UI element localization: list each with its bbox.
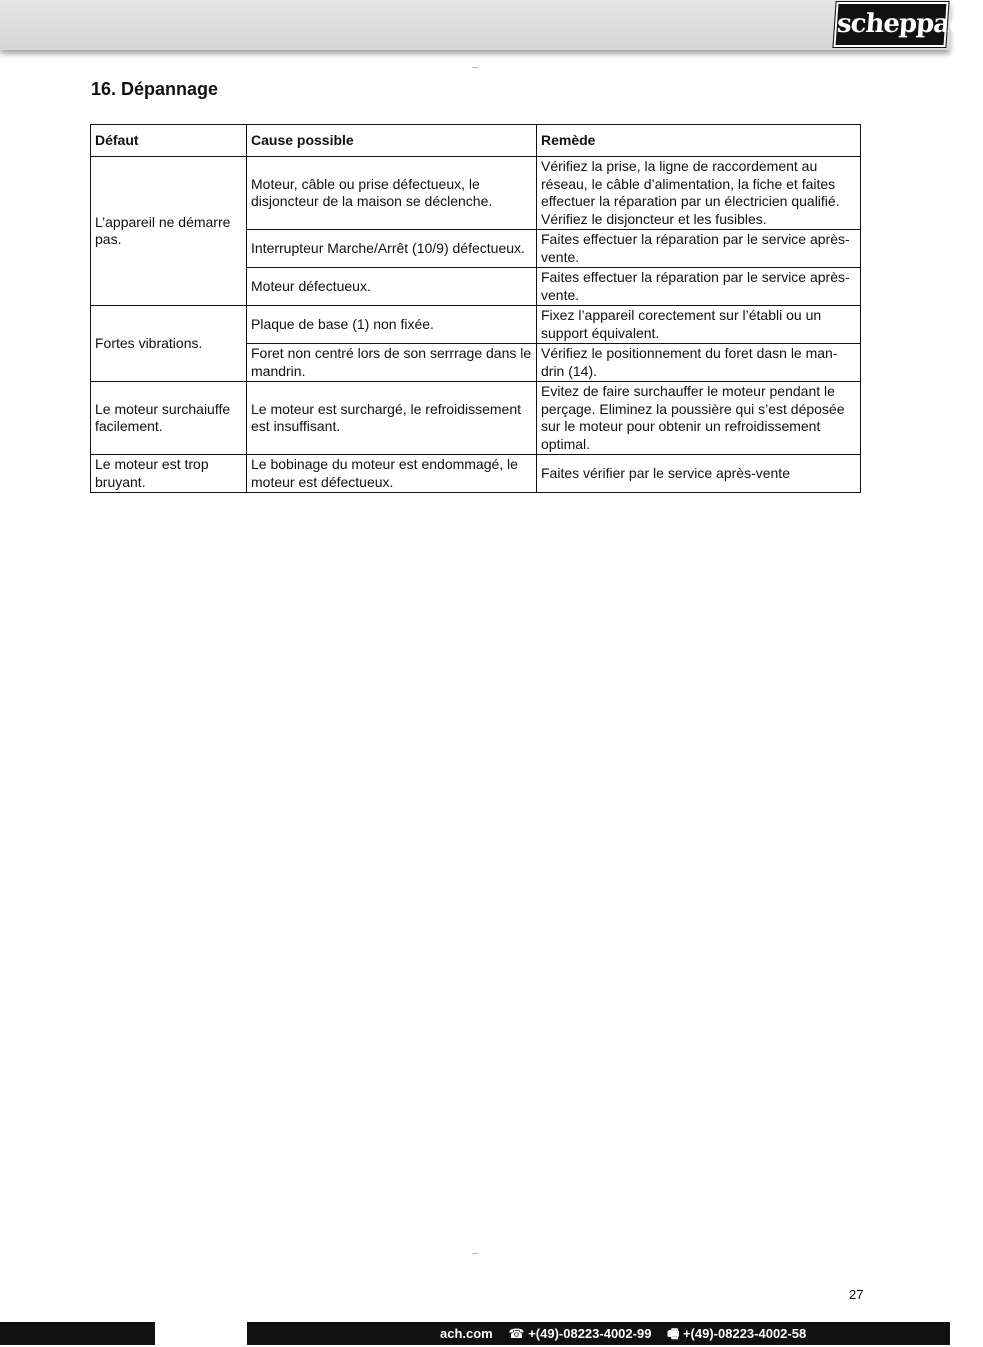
troubleshooting-table	[90, 124, 861, 493]
fax-number: +(49)-08223-4002-58	[682, 1326, 807, 1341]
cause-cell: Moteur, câble ou prise défectueux, le disjoncteur de la maison se déclenche.	[247, 157, 537, 230]
phone-number: +(49)-08223-4002-99	[528, 1326, 652, 1341]
header-bar	[0, 0, 983, 50]
remedy-cell: Faites effectuer la réparation par le service après-vente.	[537, 268, 861, 306]
website-link[interactable]: ach.com	[440, 1326, 493, 1341]
remedy-cell: Fixez l’appareil corectement sur l’établi ou un support équivalent.	[537, 306, 861, 344]
table-row	[91, 306, 861, 344]
cause-cell: Foret non centré lors de son serrrage dans le mandrin.	[247, 344, 537, 382]
remedy-cell: Faites effectuer la réparation par le service après-vente.	[537, 230, 861, 268]
cause-cell: Plaque de base (1) non fixée.	[247, 306, 537, 344]
section-title: 16. Dépannage	[91, 79, 219, 99]
page-number: 27	[849, 1287, 864, 1302]
table-row	[91, 455, 861, 493]
remedy-cell: Evitez de faire surchauffer le moteur pendant le perçage. Eliminez la poussière qui s’est déposée sur le moteur pour obtenir un refroidissement optimal.	[537, 382, 861, 455]
fault-cell: Le moteur est trop bruyant.	[91, 455, 247, 493]
column-header-fault: Défaut	[91, 125, 247, 157]
footer-gap	[155, 1322, 247, 1345]
divider	[472, 1253, 478, 1254]
table-header-row	[91, 125, 861, 157]
cause-cell: Moteur défectueux.	[247, 268, 537, 306]
cause-cell: Interrupteur Marche/Arrêt (10/9) défectueux.	[247, 230, 537, 268]
fault-cell: L’appareil ne démarre pas.	[91, 157, 247, 306]
column-header-remedy: Remède	[537, 125, 861, 157]
divider	[472, 67, 478, 68]
table-row	[91, 157, 861, 230]
fault-cell: Le moteur surchaiuffe facilement.	[91, 382, 247, 455]
fax-icon: 🖷	[667, 1326, 680, 1341]
table-row	[91, 382, 861, 455]
remedy-cell: Faites vérifier par le service après-vente	[537, 455, 861, 493]
cause-cell: Le moteur est surchargé, le refroidissement est insuffisant.	[247, 382, 537, 455]
remedy-cell: Vérifiez le positionnement du foret dasn le mandrin (14).	[537, 344, 861, 382]
footer-contact	[440, 1325, 818, 1347]
fault-cell: Fortes vibrations.	[91, 306, 247, 382]
remedy-cell: Vérifiez la prise, la ligne de raccordement au réseau, le câble d’alimentation, la fiche et faites effectuer la réparation par un électricien qualifié. Vérifiez le disjoncteur et les fusibles.	[537, 157, 861, 230]
cause-cell: Le bobinage du moteur est endommagé, le moteur est défectueux.	[247, 455, 537, 493]
footer-bar	[0, 1322, 950, 1345]
brand-logo: scheppach	[833, 2, 948, 47]
phone-icon: ☎	[508, 1326, 525, 1341]
column-header-cause: Cause possible	[247, 125, 537, 157]
